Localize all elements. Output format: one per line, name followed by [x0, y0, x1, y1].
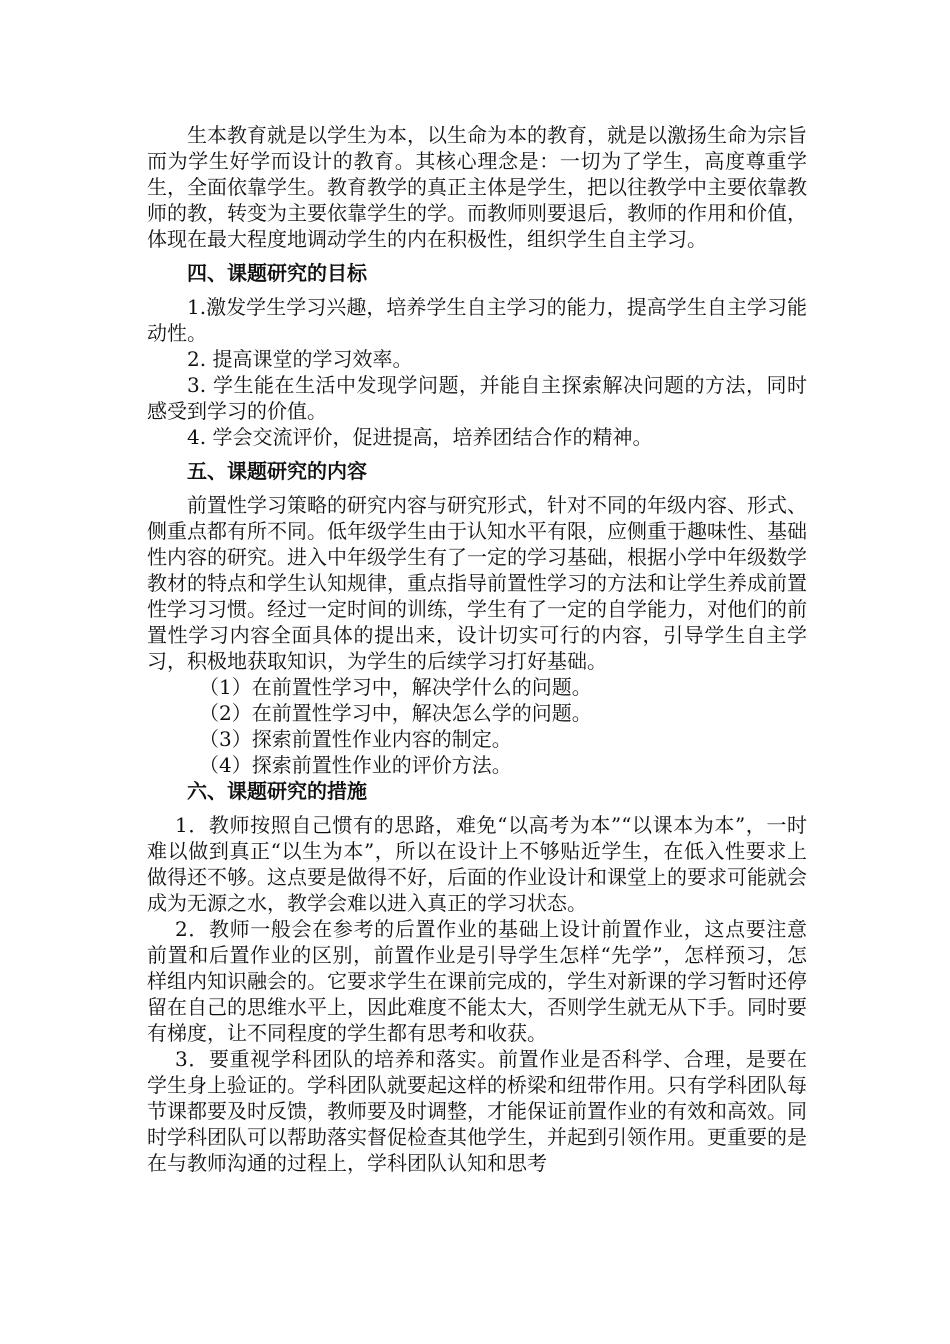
measure-item-3: 3．要重视学科团队的培养和落实。前置作业是否科学、合理，是要在学生身上验证的。学科团队就要起这样的桥梁和纽带作用。只有学科团队每节课都要及时反馈，教师要及时调整，才能保证前置作业的有效和高效。同时学科团队可以帮助落实督促检查其他学生，并起到引领作用。更重要的是在与教师沟通的过程上，学科团队认知和思考: [147, 1047, 807, 1175]
section-heading-goals: 四、课题研究的目标: [187, 261, 367, 285]
content-item-1: （1）在前置性学习中，解决学什么的问题。: [199, 675, 592, 699]
measure-item-1: 1．教师按照自己惯有的思路，难免“以高考为本”“以课本为本”，一时难以做到真正“以生为本”，所以在设计上不够贴近学生，在低入性要求上做得还不够。这点要是做得不好，后面的作业设计和课堂上的要求可能就会成为无源之水，教学会难以进入真正的学习状态。: [147, 813, 807, 915]
content-paragraph: 前置性学习策略的研究内容与研究形式，针对不同的年级内容、形式、侧重点都有所不同。低年级学生由于认知水平有限，应侧重于趣味性、基础性内容的研究。进入中年级学生有了一定的学习基础，根据小学中年级数学教材的特点和学生认知规律，重点指导前置性学习的方法和让学生养成前置性学习习惯。经过一定时间的训练，学生有了一定的自学能力，对他们的前置性学习内容全面具体的提出来，设计切实可行的内容，引导学生自主学习，积极地获取知识，为学生的后续学习打好基础。: [147, 493, 807, 673]
goal-item-2: 2. 提高课堂的学习效率。: [187, 347, 413, 371]
goal-item-4: 4. 学会交流评价，促进提高，培养团结合作的精神。: [187, 425, 653, 449]
measure-item-2: 2．教师一般会在参考的后置作业的基础上设计前置作业，这点要注意前置和后置作业的区别，前置作业是引导学生怎样“先学”，怎样预习，怎样组内知识融会的。它要求学生在课前完成的，学生对新课的学习暂时还停留在自己的思维水平上，因此难度不能太大，否则学生就无从下手。同时要有梯度，让不同程度的学生都有思考和收获。: [147, 917, 807, 1045]
goal-item-1: 1.激发学生学习兴趣，培养学生自主学习的能力，提高学生自主学习能动性。: [147, 295, 807, 345]
content-item-4: （4）探索前置性作业的评价方法。: [199, 753, 512, 777]
section-heading-measures: 六、课题研究的措施: [187, 779, 367, 803]
document-body: [147, 122, 807, 1176]
goal-item-3: 3. 学生能在生活中发现学问题，并能自主探索解决问题的方法，同时感受到学习的价值。: [147, 373, 807, 423]
content-item-2: （2）在前置性学习中，解决怎么学的问题。: [199, 701, 592, 725]
section-heading-content: 五、课题研究的内容: [187, 459, 367, 483]
intro-paragraph: 生本教育就是以学生为本，以生命为本的教育，就是以激扬生命为宗旨而为学生好学而设计的教育。其核心理念是：一切为了学生，高度尊重学生，全面依靠学生。教育教学的真正主体是学生，把以往教学中主要依靠教师的教，转变为主要依靠学生的学。而教师则要退后，教师的作用和价值，体现在最大程度地调动学生的内在积极性，组织学生自主学习。: [147, 123, 807, 251]
content-item-3: （3）探索前置性作业内容的制定。: [199, 727, 512, 751]
